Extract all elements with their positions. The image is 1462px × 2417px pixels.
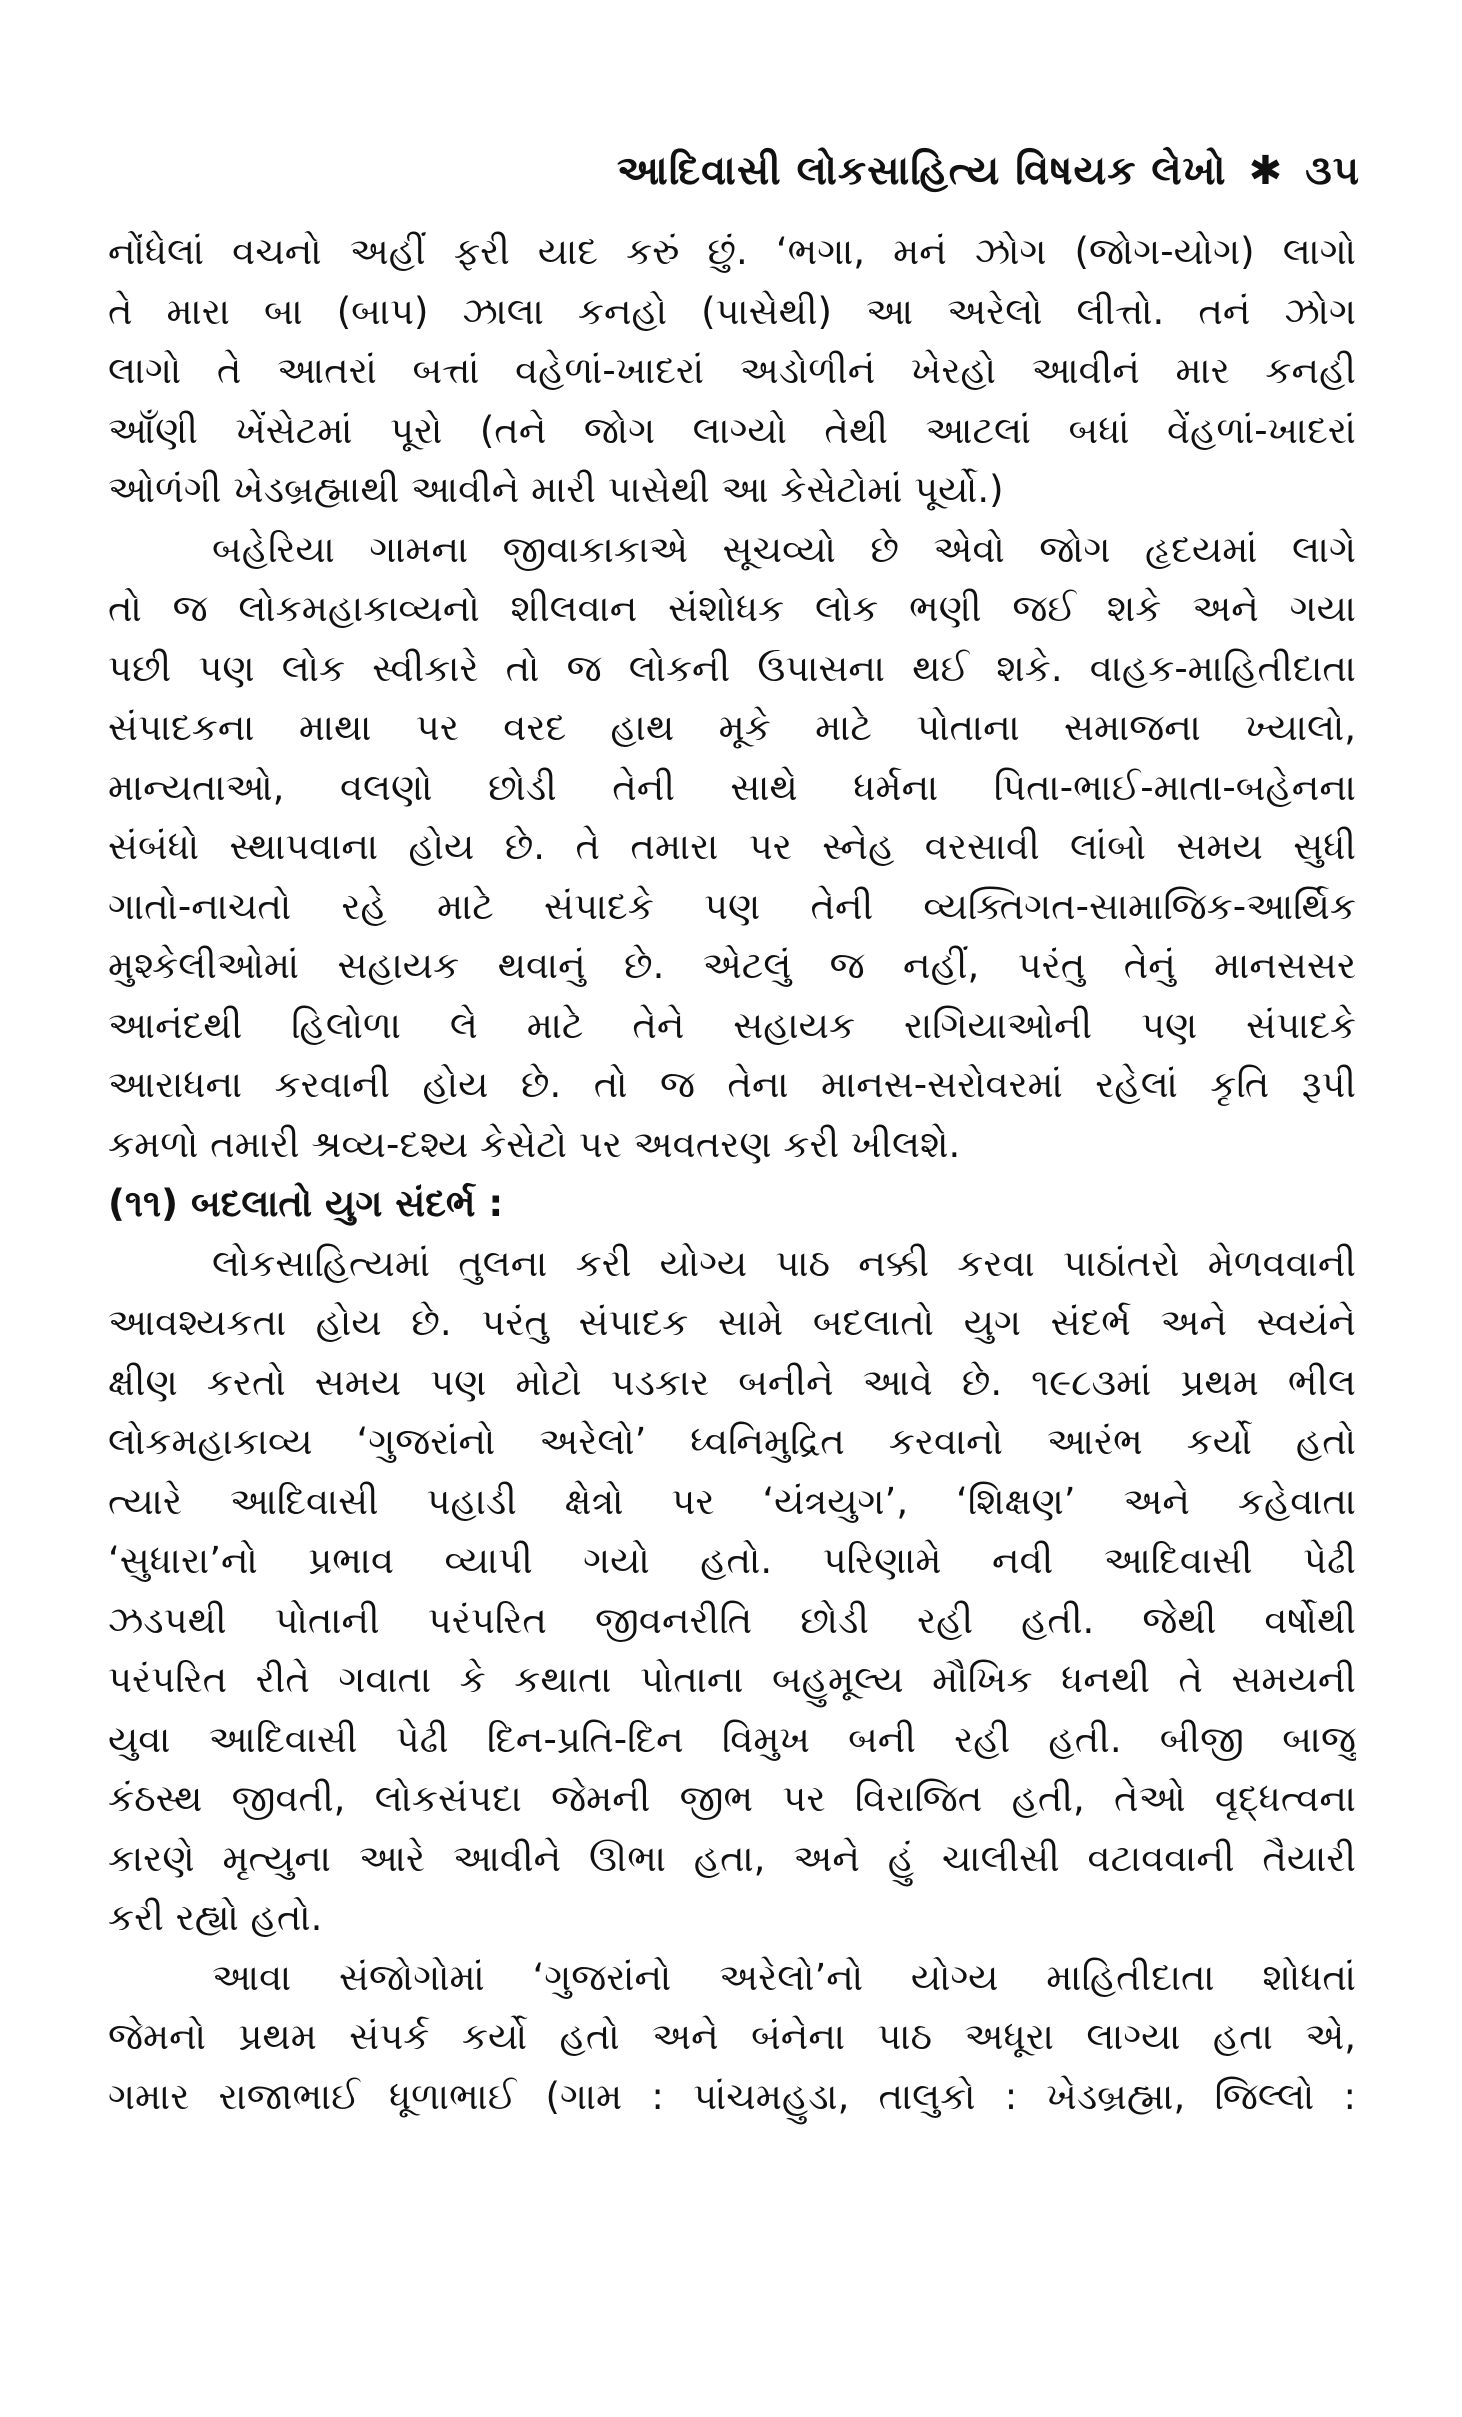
text-line: લાગો તે આતરાં બત્તાં વહેળાં-ખાદરાં અડોળીનં ખેરહો આવીનં માર કનહી [108, 349, 1356, 392]
text-line: ઓળંગી ખેડબ્રહ્માથી આવીને મારી પાસેથી આ કેસેટોમાં પૂર્યો.) [108, 468, 1004, 511]
text-line: જેમનો પ્રથમ સંપર્ક કર્યો હતો અને બંનેના પાઠ અધૂરા લાગ્યા હતા એ, [108, 2015, 1356, 2058]
text-line: આરાધના કરવાની હોય છે. તો જ તેના માનસ-સરોવરમાં રહેલાં કૃતિ રૂપી [108, 1063, 1356, 1106]
text-line: ‘સુધારા’નો પ્રભાવ વ્યાપી ગયો હતો. પરિણામે નવી આદિવાસી પેઢી [108, 1539, 1356, 1582]
text-line: સંપાદકના માથા પર વરદ હાથ મૂકે માટે પોતાના સમાજના ખ્યાલો, [108, 706, 1356, 749]
text-line: લોકમહાકાવ્ય ‘ગુજરાંનો અરેલો’ ધ્વનિમુદ્રિત કરવાનો આરંભ કર્યો હતો [108, 1420, 1356, 1463]
text-line: મુશ્કેલીઓમાં સહાયક થવાનું છે. એટલું જ નહીં, પરંતુ તેનું માનસસર [108, 944, 1356, 987]
text-line: પરંપરિત રીતે ગવાતા કે કથાતા પોતાના બહુમૂલ્ય મૌખિક ધનથી તે સમયની [108, 1658, 1356, 1701]
text-line: કરી રહ્યો હતો. [108, 1896, 323, 1939]
paragraph-start-line: આવા સંજોગોમાં ‘ગુજરાંનો અરેલો’નો યોગ્ય માહિતીદાતા શોધતાં [212, 1955, 1356, 1999]
text-line: ઝડપથી પોતાની પરંપરિત જીવનરીતિ છોડી રહી હતી. જેથી વર્ષોથી [108, 1598, 1356, 1642]
text-line: માન્યતાઓ, વલણો છોડી તેની સાથે ધર્મના પિતા-ભાઈ-માતા-બહેનના [108, 765, 1356, 809]
text-line: આવશ્યકતા હોય છે. પરંતુ સંપાદક સામે બદલાતો યુગ સંદર્ભ અને સ્વયંને [108, 1301, 1356, 1344]
page-number: ૩૫ [1305, 148, 1360, 194]
text-line: ક્ષીણ કરતો સમય પણ મોટો પડકાર બનીને આવે છે. ૧૯૮૩માં પ્રથમ ભીલ [108, 1360, 1356, 1404]
text-line: કારણે મૃત્યુના આરે આવીને ઊભા હતા, અને હું ચાલીસી વટાવવાની તૈયારી [108, 1836, 1356, 1880]
asterisk-separator-icon: ✱ [1248, 148, 1284, 194]
text-line: આનંદથી હિલોળા લે માટે તેને સહાયક રાગિયાઓની પણ સંપાદકે [108, 1003, 1356, 1047]
section-heading: (૧૧) બદલાતો યુગ સંદર્ભ : [108, 1182, 504, 1225]
body-text [108, 222, 1356, 2126]
text-line: તો જ લોકમહાકાવ્યનો શીલવાન સંશોધક લોક ભણી જઈ શકે અને ગયા [108, 587, 1356, 630]
text-line: યુવા આદિવાસી પેઢી દિન-પ્રતિ-દિન વિમુખ બની રહી હતી. બીજી બાજુ [108, 1717, 1356, 1761]
text-line: ત્યારે આદિવાસી પહાડી ક્ષેત્રો પર ‘યંત્રયુગ’, ‘શિક્ષણ’ અને કહેવાતા [108, 1479, 1356, 1523]
text-line: ગમાર રાજાભાઈ ધૂળાભાઈ (ગામ : પાંચમહુડા, તાલુકો : ખેડબ્રહ્મા, જિલ્લો : [108, 2074, 1356, 2118]
text-line: પછી પણ લોક સ્વીકારે તો જ લોકની ઉપાસના થઈ શકે. વાહક-માહિતીદાતા [108, 646, 1356, 690]
text-line: નોંધેલાં વચનો અહીં ફરી યાદ કરું છું. ‘ભગા, મનં ઝોગ (જોગ-યોગ) લાગો [108, 230, 1356, 273]
text-line: કંઠસ્થ જીવતી, લોકસંપદા જેમની જીભ પર વિરાજિત હતી, તેઓ વૃદ્ધત્વના [108, 1777, 1356, 1820]
paragraph-start-line: બહેરિયા ગામના જીવાકાકાએ સૂચવ્યો છે એવો જોગ હૃદયમાં લાગે [212, 527, 1356, 571]
text-line: ગાતો-નાચતો રહે માટે સંપાદકે પણ તેની વ્યક્તિગત-સામાજિક-આર્થિક [108, 884, 1356, 928]
running-header [617, 148, 1360, 194]
text-line: સંબંધો સ્થાપવાના હોય છે. તે તમારા પર સ્નેહ વરસાવી લાંબો સમય સુધી [108, 825, 1356, 868]
paragraph-start-line: લોકસાહિત્યમાં તુલના કરી યોગ્ય પાઠ નક્કી કરવા પાઠાંતરો મેળવવાની [212, 1241, 1356, 1285]
text-line: તે મારા બા (બાપ) ઝાલા કનહો (પાસેથી) આ અરેલો લીત્તો. તનં ઝોગ [108, 289, 1356, 333]
text-line: કમળો તમારી શ્રવ્ય-દશ્ય કેસેટો પર અવતરણ કરી ખીલશે. [108, 1122, 961, 1166]
text-line: આઁણી ખેંસેટમાં પૂરો (તને જોગ લાગ્યો તેથી આટલાં બધાં વેંહળાં-ખાદરાં [108, 408, 1356, 452]
running-header-title: આદિવાસી લોકસાહિત્ય વિષયક લેખો [616, 148, 1227, 194]
